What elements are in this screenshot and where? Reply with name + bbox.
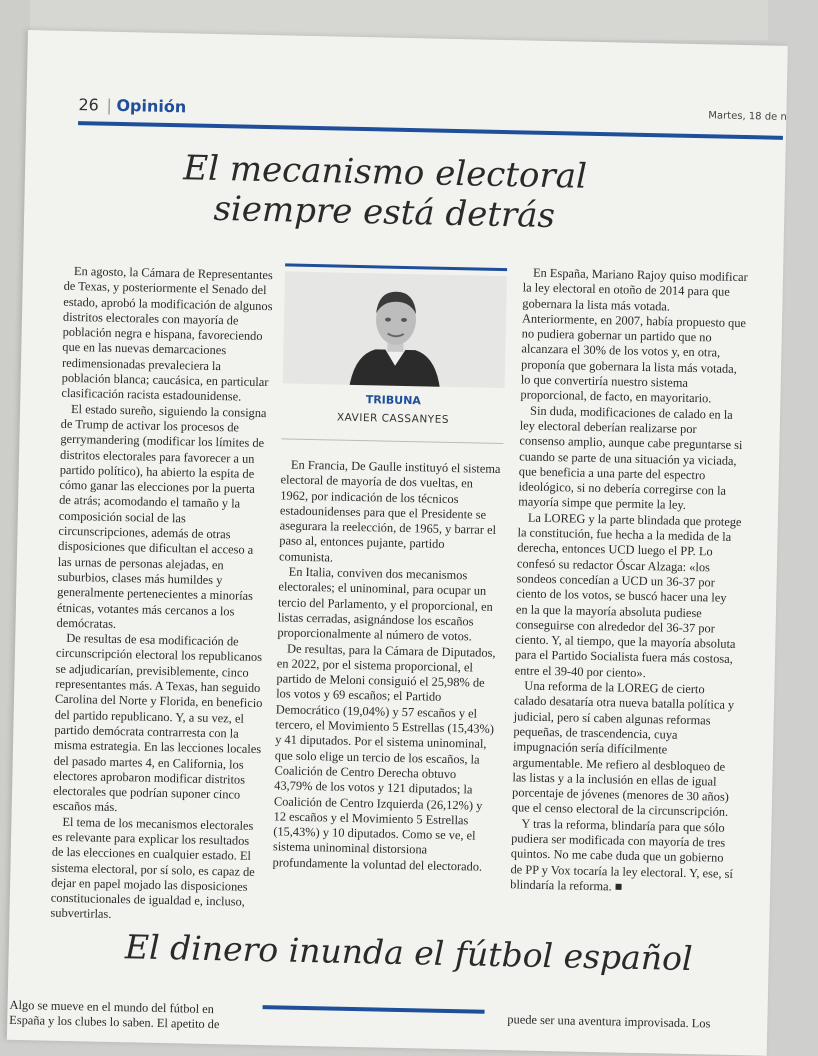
paragraph: De resultas de esa modificación de circunscripción electoral los republicanos se adjudicarían, previsiblemente, cinco representantes más. A Texas, han seguido Carolina del Norte y Florida, en beneficio del partido republicano. Y, a su vez, el partido demócrata contrarresta con la misma estrategia. En las lecciones locales del pasado martes 4, en California, los electores aprobaron modificar distritos electorales que podrían suponer cinco escaños más. [52,631,263,815]
article-column-1 [50,264,274,926]
article-headline [104,147,666,239]
snippet-line: España y los clubes lo saben. El apetito de [9,1013,220,1032]
date-line: Martes, 18 de n [708,110,787,123]
paragraph: En Francia, De Gaulle instituyó el sistema electoral de mayoría de dos vueltas, en 1962, por indicación de los técnicos estadounidenses para que el Presidente se asegurara la reelección, de 1965, y barrar el paso al, entonces pujante, partido comunista. [278,457,501,565]
author-box [281,263,507,458]
author-photo [283,271,507,388]
next-article-headline: El dinero inunda el fútbol español [124,927,693,979]
header-separator: | [106,95,113,115]
paragraph: Una reforma de la LOREG de cierto calado desataría otra nueva batalla política y judicial, pero sí caben algunas reformas pequeñas, de trascendencia, cuya impugnación sería difícilmente argumentable. Me refiero al desbloqueo de las listas y a la inclusión en ellas de igual porcentaje de jóvenes (menores de 30 años) que el censo electoral de la circunscripción. [511,678,735,820]
paragraph: El estado sureño, siguiendo la consigna de Trump de activar los procesos de gerrymandering (modificar los límites de distritos electorales para favorecer a un partido político), ha abierto la espita de cómo ganar las elecciones por la puerta de atrás; acomodando el tamaño y la composición social de las circunscripciones, además de otras disposiciones que dificultan el acceso a las urnas de personas alejadas, en suburbios, clases más humildes y generalmente pertenecientes a minorías étnicas, votantes más cercanos a los demócratas. [56,401,267,631]
paragraph: En España, Mariano Rajoy quiso modificar la ley electoral en otoño de 2014 para que gobernara la lista más votada. Anteriormente, en 2007, había propuesto que no pudiera gobernar un partido que no alcanzara el 30% de los votos y, en otra, proponía que gobernara la lista más votada, lo que convertiría nuestro sistema proporcional, de facto, en mayoritario. [520,265,748,406]
author-portrait-icon [345,273,447,387]
paragraph: El tema de los mecanismos electorales es relevante para explicar los resultados de las elecciones en cualquier estado. El sistema electoral, por sí solo, es capaz de dejar en papel mojado las disposiciones constitucionales de igualdad e, incluso, subvertirlas. [50,814,255,922]
next-article-rule [263,1005,485,1014]
headline-line-2: siempre está detrás [213,188,556,237]
snippet-line: Algo se mueve en el mundo del fútbol en [9,997,215,1017]
next-article-snippet-left [9,998,235,1033]
article-column-3 [510,265,748,897]
author-box-bottom-rule [281,438,503,444]
paragraph: La LOREG y la parte blindada que protege la constitución, fue hecha a la medida de la derecha, entonces UCD luego el PP. Lo confesó su redactor Óscar Alzaga: «los sondeos concedían a UCD un 36-37 por ciento de los votos, se buscó hacer una ley en la que la mayoría absoluta pudiese conseguirse con alrededor del 36-37 por ciento. Y, al tiempo, que la mayoría absoluta para el Partido Socialista fuera más costosa, entre el 39-40 por ciento». [514,510,742,680]
article-column-2 [272,457,503,875]
newspaper-page [7,30,788,1056]
headline-line-1: El mecanismo electoral [182,148,588,197]
paragraph: De resultas, para la Cámara de Diputados, en 2022, por el sistema proporcional, el partido de Meloni consiguió el 25,98% de los votos y 69 escaños; el Partido Democrático (19,04%) y 57 escaños y el tercero, el Movimiento 5 Estrellas (15,43%) y 41 diputados. Por el sistema uninominal, que solo elige un tercio de los escaños, la Coalición de Centro Derecha obtuvo 43,79% de los votos y 121 diputados; la Coalición de Centro Izquierda (26,12%) y 12 escaños y el Movimiento 5 Estrellas (15,43%) y 10 diputados. Como se ve, el sistema uninominal distorsiona profundamente la voluntad del electorado. [272,641,496,874]
next-article-snippet-right: puede ser una aventura improvisada. Los [507,1012,711,1031]
paragraph: En agosto, la Cámara de Representantes de Texas, y posteriormente el Senado del estado, aprobó la modificación de algunos distritos electorales con mayoría de población negra e hispana, favoreciendo que en las nuevas demarcaciones redimensionadas prevaleciera la población blanca; caucásica, en particular clasificación racista estadounidense. [61,264,273,404]
paragraph: Y tras la reforma, blindaría para que sólo pudiera ser modificada con mayoría de tres quintos. No me cabe duda que un gobierno de PP y Vox tocaría la ley electoral. Y, ese, sí blindaría la reforma. ■ [510,816,734,894]
author-box-rule [285,263,507,271]
section-name: Opinión [116,95,187,117]
author-name: XAVIER CASSANYES [336,411,450,426]
paragraph: Sin duda, modificaciones de calado en la ley electoral deberían realizarse por consenso amplio, aunque cabe preguntarse si cuando se parte de una situación ya viciada, que beneficia a una parte del espectro ideológico, si no debería corregirse con la mayoría simpe que permite la ley. [518,403,743,513]
page-number: 26 [78,95,100,115]
tribuna-label: TRIBUNA [365,393,422,408]
paragraph: En Italia, conviven dos mecanismos electorales; el uninominal, para ocupar un tercio del Parlamento, y el proporcional, en listas cerradas, asignándose los escaños proporcionalmente al número de votos. [277,564,493,644]
